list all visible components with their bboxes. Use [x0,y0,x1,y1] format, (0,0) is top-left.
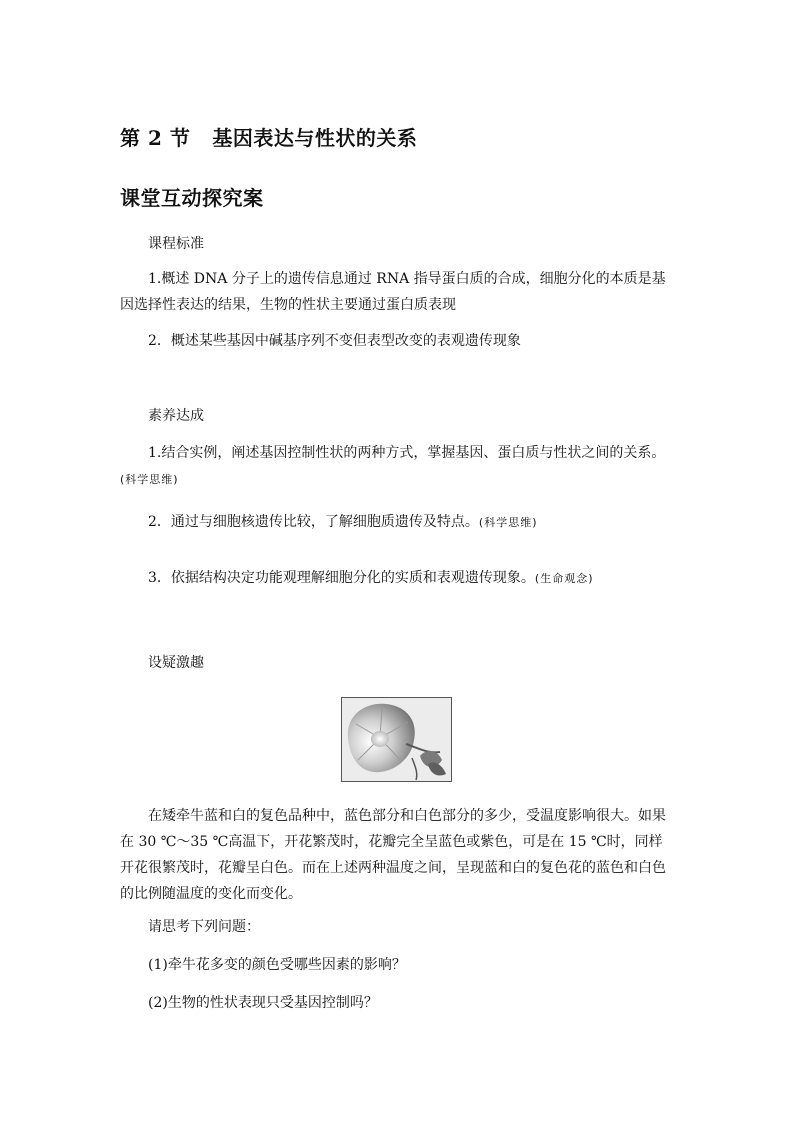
literacy-item-2-text: 2．通过与细胞核遗传比较，了解细胞质遗传及特点。 [148,514,479,530]
literacy-label: 素养达成 [148,408,204,424]
section-title: 基因表达与性状的关系 [212,126,418,150]
standards-label: 课程标准 [148,236,204,252]
intro-paragraph: 在矮牵牛蓝和白的复色品种中，蓝色部分和白色部分的多少，受温度影响很大。如果在 30 ℃～35 ℃高温下，开花繁茂时，花瓣完全呈蓝色或紫色，可是在 15 ℃时，同样开花很繁茂时，花瓣呈白色。而在上述两种温度之间，呈现蓝和白的复色花的蓝色和白色的比例随温度的变化而变化。 [120,808,666,902]
morning-glory-flower-photo [341,697,452,782]
subtitle: 课堂互动探究案 [120,186,264,210]
literacy-item-2-tag: (科学思维) [478,516,538,529]
section-number: 第 2 节 [120,126,191,150]
section-heading [120,122,417,151]
literacy-item-1-text: 1.结合实例，阐述基因控制性状的两种方式，掌握基因、蛋白质与性状之间的关系。 [148,445,666,461]
question-1: (1)牵牛花多变的颜色受哪些因素的影响？ [148,957,406,973]
intro-label: 设疑激趣 [148,655,204,671]
literacy-item-3-tag: (生命观念) [534,572,594,585]
intro-prompt: 请思考下列问题： [148,919,260,935]
standards-item-2: 2．概述某些基因中碱基序列不变但表型改变的表观遗传现象 [148,333,521,349]
standards-item-1: 1.概述 DNA 分子上的遗传信息通过 RNA 指导蛋白质的合成，细胞分化的本质是基因选择性表达的结果，生物的性状主要通过蛋白质表现 [120,271,666,313]
literacy-item-1-tag: (科学思维) [120,473,179,486]
literacy-item-2 [120,509,675,536]
literacy-item-3-text: 3．依据结构决定功能观理解细胞分化的实质和表观遗传现象。 [148,570,535,586]
question-2: (2)生物的性状表现只受基因控制吗？ [148,995,378,1011]
literacy-item-1 [120,440,675,493]
literacy-item-3 [120,565,675,592]
flower-illustration [342,698,451,781]
